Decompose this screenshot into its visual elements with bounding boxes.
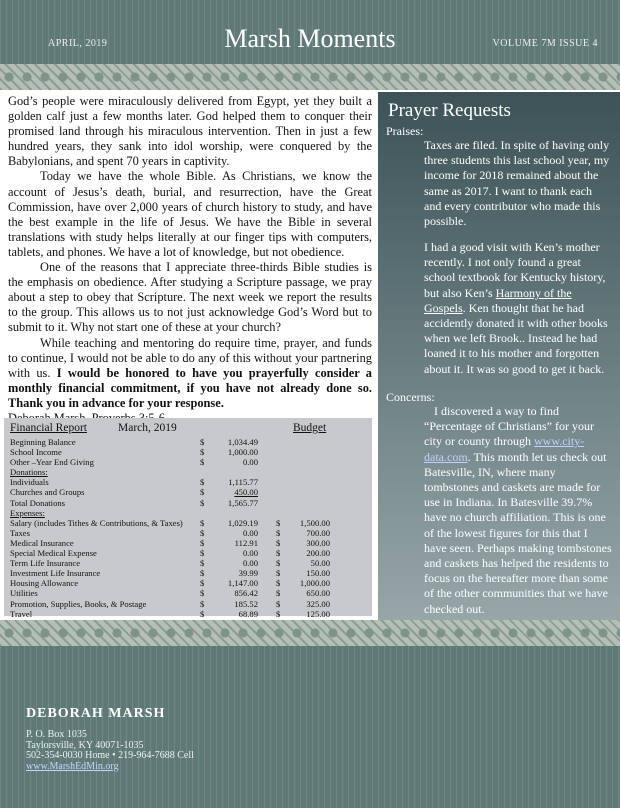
- financial-report-month: March, 2019: [118, 422, 177, 434]
- phone-numbers: 502-354-0030 Home • 219-964-7688 Cell: [26, 750, 194, 761]
- table-cell-label: Expenses:: [10, 507, 45, 518]
- table-cell-bsym: $: [276, 527, 281, 538]
- table-row: [10, 528, 330, 538]
- table-cell-bsym: $: [276, 548, 281, 559]
- table-cell-sym: $: [200, 548, 205, 559]
- table-row: [10, 457, 330, 467]
- financial-report: [4, 418, 372, 619]
- table-cell-bsym: $: [276, 558, 281, 569]
- table-cell-label: Salary (includes Tithes & Contributions, & Taxes): [10, 517, 183, 528]
- table-cell-sym: $: [200, 447, 205, 458]
- newsletter-header: [0, 0, 620, 64]
- appeal-bold-text: I would be honored to have you prayerfully consider a monthly financial commitment, if you have not already done so. Thank you in advance for your response.: [8, 365, 372, 410]
- table-cell-budget: 700.00: [306, 527, 330, 538]
- table-cell-budget: [290, 487, 330, 497]
- table-cell-amount: 1,000.00: [227, 447, 258, 458]
- praise-2-text-b: . Ken thought that he had accidently donated it with other books when we left Brook.. Instead he had loaned it to his mother and forgotten about it. It was so good to get it back.: [424, 300, 608, 376]
- table-row: [10, 487, 330, 497]
- praises-label: Praises:: [386, 124, 424, 138]
- table-cell-label: Churches and Groups: [10, 487, 85, 498]
- table-cell-label: Housing Allowance: [10, 578, 79, 589]
- table-cell-budget: [290, 477, 330, 487]
- table-cell-amount: 1,115.77: [228, 477, 258, 488]
- concern-item-1: [424, 404, 612, 617]
- footer-name: DEBORAH MARSH: [26, 706, 166, 721]
- table-cell-amount: 39.99: [238, 568, 258, 579]
- table-cell-sym: $: [200, 517, 205, 528]
- table-cell-sym: $: [200, 588, 205, 599]
- prayer-requests-title: Prayer Requests: [388, 100, 511, 121]
- table-cell-amount: 0.00: [242, 527, 258, 538]
- table-cell-amount: 0.00: [242, 548, 258, 559]
- table-row: [10, 447, 330, 457]
- issue-number: VOLUME 7M ISSUE 4: [492, 38, 598, 49]
- table-row: [10, 609, 330, 619]
- table-cell-budget: 50.00: [310, 558, 330, 569]
- article-paragraph-3: One of the reasons that I appreciate three-thirds Bible studies is the emphasis on obedience. After studying a Scripture passage, we pray about a step to obey that Scripture. The next week we report the results to the group. This allows us to not just acknowledge God’s Word but to submit to it. Why not start one of these at your church?: [8, 260, 372, 335]
- table-cell-amount: [214, 508, 276, 518]
- table-cell-label: Promotion, Supplies, Books, & Postage: [10, 598, 147, 609]
- table-cell-sym: $: [200, 578, 205, 589]
- address-line-1: P. O. Box 1035: [26, 729, 87, 740]
- table-cell-budget: 1,500.00: [299, 517, 330, 528]
- table-cell-sym: [200, 467, 214, 477]
- article-paragraph-4: [8, 336, 372, 411]
- table-cell-amount: 450.00: [234, 487, 258, 498]
- table-row: [10, 568, 330, 578]
- address-line-2: Taylorsville, KY 40071-1035: [26, 739, 144, 751]
- table-cell-budget: 150.00: [306, 568, 330, 579]
- table-cell-budget: [290, 457, 330, 467]
- article-paragraph-1: God’s people were miraculously delivered from Egypt, yet they built a golden calf just a few months later. God helped them to conquer their promised land through his miraculous intervention. Then in just a few hundred years, they sank into idol worship, were conquered by the Babylonians, and spent 70 years in captivity.: [8, 94, 372, 169]
- table-cell-sym: $: [200, 537, 205, 548]
- table-cell-label: Beginning Balance: [10, 437, 76, 447]
- table-row: [10, 498, 330, 508]
- table-cell-sym: $: [200, 497, 205, 508]
- table-cell-budget: [290, 508, 330, 518]
- table-cell-bsym: $: [276, 598, 281, 609]
- table-row: [10, 599, 330, 609]
- table-cell-bsym: $: [276, 568, 281, 579]
- table-cell-amount: 68.89: [238, 608, 258, 619]
- table-row: [10, 437, 330, 447]
- table-cell-sym: $: [200, 558, 205, 569]
- table-cell-bsym: $: [276, 537, 281, 548]
- book-title: Harmony of the Gospels: [424, 285, 572, 315]
- table-cell-bsym: $: [276, 517, 281, 528]
- table-cell-label: Utilities: [10, 588, 38, 599]
- article-paragraph-2: Today we have the whole Bible. As Christians, we know the account of Jesus’s death, burial, and resurrection, have the Great Commission, have over 2,000 years of church history to study, and have the best example in the life of Jesus. We have the Bible in several translations with study helps literally at our finger tips with computers, tablets, and phones. We have a lot of knowledge, but not obedience.: [8, 169, 372, 259]
- table-cell-budget: 650.00: [306, 588, 330, 599]
- praise-item-2: [424, 240, 612, 377]
- city-data-link[interactable]: www.city-data.com: [424, 434, 585, 464]
- table-cell-amount: 112.91: [234, 537, 258, 548]
- appeal-text: While teaching and mentoring do require time, prayer, and funds to continue, I would not be able to do any of this without your partnering with us.: [8, 335, 372, 380]
- table-cell-bsym: $: [276, 608, 281, 619]
- table-cell-budget: 300.00: [306, 537, 330, 548]
- praise-item-1: Taxes are filed. In spite of having only three students this last school year, my income for 2018 remained about the same as 2017. I want to thank each and every contributor who made this possible.: [424, 138, 610, 229]
- decorative-band-bottom: [0, 620, 620, 646]
- table-row: [10, 467, 330, 477]
- table-cell-sym: $: [200, 487, 205, 498]
- table-cell-sym: $: [200, 477, 205, 488]
- table-cell-bsym: [276, 487, 290, 497]
- newsletter-title: Marsh Moments: [224, 24, 396, 53]
- website-link[interactable]: www.MarshEdMin.org: [26, 760, 119, 772]
- table-cell-budget: [290, 498, 330, 508]
- table-row: [10, 518, 330, 528]
- table-cell-label: Term Life Insurance: [10, 558, 81, 569]
- table-cell-label: Medical Insurance: [10, 537, 74, 548]
- table-cell-amount: 0.00: [242, 558, 258, 569]
- table-cell-bsym: [276, 437, 290, 447]
- table-row: [10, 588, 330, 598]
- table-cell-amount: 0.00: [242, 457, 258, 468]
- table-cell-bsym: [276, 498, 290, 508]
- budget-column-header: Budget: [293, 422, 327, 434]
- table-cell-label: School Income: [10, 447, 62, 458]
- table-cell-budget: 1,000.00: [299, 578, 330, 589]
- table-cell-bsym: $: [276, 578, 281, 589]
- financial-table: [10, 437, 330, 649]
- table-cell-label: Taxes: [10, 527, 30, 538]
- table-row: [10, 477, 330, 487]
- table-cell-label: Individuals: [10, 477, 49, 488]
- table-cell-sym: $: [200, 527, 205, 538]
- contact-footer: [0, 646, 620, 808]
- table-cell-bsym: [276, 508, 290, 518]
- table-cell-budget: 200.00: [306, 548, 330, 559]
- table-cell-bsym: [276, 447, 290, 457]
- table-cell-budget: [290, 437, 330, 447]
- table-cell-budget: 325.00: [306, 598, 330, 609]
- table-cell-bsym: [276, 477, 290, 487]
- table-cell-bsym: [276, 467, 290, 477]
- table-cell-budget: [290, 467, 330, 477]
- table-cell-sym: $: [200, 598, 205, 609]
- table-cell-amount: 185.52: [234, 598, 258, 609]
- issue-date: APRIL, 2019: [48, 38, 108, 49]
- table-cell-label: Travel: [10, 608, 33, 619]
- table-row: [10, 548, 330, 558]
- table-cell-label: Total Donations: [10, 497, 66, 508]
- praise-2-text-a: I had a good visit with Ken’s mother recently. I not only found a great school textbook for Kentucky history, but also Ken’s: [424, 240, 606, 300]
- table-cell-amount: 856.42: [234, 588, 258, 599]
- prayer-requests-sidebar: [378, 92, 620, 620]
- table-cell-amount: 1,034.49: [227, 437, 258, 447]
- table-cell-label: Donations:: [10, 467, 48, 478]
- table-cell-sym: $: [200, 608, 205, 619]
- concern-text-a: I discovered a way to find “Percentage of Christians” for your city or county through: [424, 404, 594, 449]
- table-cell-sym: [200, 508, 214, 518]
- decorative-band-top: [0, 64, 620, 90]
- concern-text-b: . This month let us check out Batesville, IN, where many tombstones and caskets are made for use in Indiana. In Batesville 39.7% have no church affiliation. This is one of the lowest figures for this that I have seen. Perhaps making tombstones and caskets has helped the residents to focus on the hereafter more than some of the other communities that we have checked out.: [424, 449, 612, 616]
- table-row: [10, 508, 330, 518]
- table-cell-budget: 125.00: [306, 608, 330, 619]
- footer-address: [26, 730, 194, 772]
- table-cell-amount: 1,565.77: [227, 497, 258, 508]
- table-cell-bsym: $: [276, 588, 281, 599]
- table-cell-amount: [214, 467, 276, 477]
- financial-report-title: Financial Report: [10, 422, 87, 434]
- table-cell-sym: $: [200, 457, 205, 468]
- table-cell-amount: 1,029.19: [227, 517, 258, 528]
- table-row: [10, 578, 330, 588]
- table-cell-sym: $: [200, 437, 205, 447]
- table-cell-label: Special Medical Expense: [10, 548, 97, 559]
- table-cell-sym: $: [200, 568, 205, 579]
- table-cell-budget: [290, 447, 330, 457]
- table-cell-label: Other –Year End Giving: [10, 457, 94, 468]
- table-row: [10, 558, 330, 568]
- table-cell-amount: 1,147.00: [227, 578, 258, 589]
- table-row: [10, 538, 330, 548]
- table-cell-bsym: [276, 457, 290, 467]
- article-body: [8, 94, 372, 426]
- concerns-label: Concerns:: [386, 390, 435, 404]
- table-cell-label: Investment Life Insurance: [10, 568, 101, 579]
